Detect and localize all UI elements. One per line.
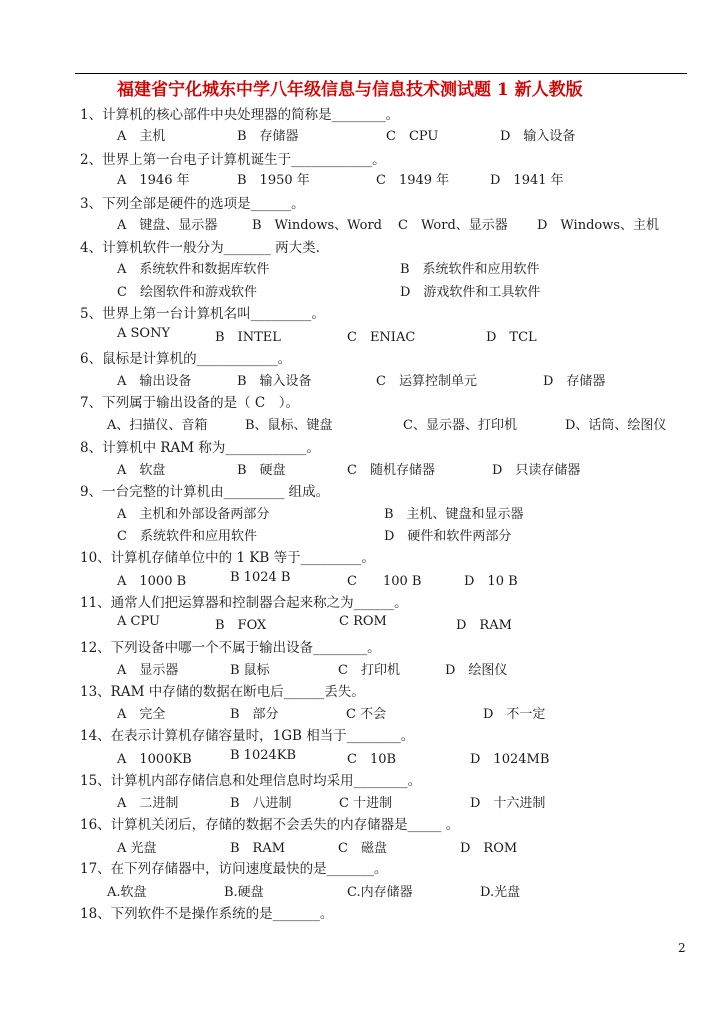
header-rule: [75, 73, 687, 74]
question-11-option-a: A CPU: [117, 614, 160, 629]
question-3-option-d: D Windows、主机: [537, 218, 660, 233]
question-6-option-d: D 存储器: [543, 374, 606, 389]
question-6-option-a: A 输出设备: [117, 374, 192, 389]
question-9-option-d: D 硬件和软件两部分: [384, 529, 512, 544]
question-3-option-b: B Windows、Word: [252, 218, 383, 233]
question-11-option-c: C ROM: [339, 614, 387, 629]
question-9-option-a: A 主机和外部设备两部分: [117, 507, 270, 522]
question-13-option-b: B 部分: [230, 707, 279, 722]
question-12-option-a: A 显示器: [117, 663, 179, 678]
question-10-option-d: D 10 B: [464, 574, 518, 589]
question-13-option-a: A 完全: [117, 707, 166, 722]
question-12-option-d: D 绘图仪: [445, 663, 508, 678]
question-4-option-b: B 系统软件和应用软件: [400, 262, 540, 277]
question-1-option-d: D 输入设备: [500, 129, 576, 144]
question-14-text: 14、在表示计算机存储容量时，1GB 相当于________。: [80, 728, 415, 744]
question-12-option-c: C 打印机: [338, 663, 400, 678]
question-3-option-c: C Word、显示器: [398, 218, 508, 233]
question-8-option-d: D 只读存储器: [492, 463, 581, 478]
question-5-option-a: A SONY: [117, 326, 171, 341]
question-8-option-b: B 硬盘: [237, 463, 286, 478]
question-16-option-d: D ROM: [460, 841, 518, 856]
question-9-text: 9、一台完整的计算机由_________ 组成。: [80, 484, 330, 500]
question-16-text: 16、计算机关闭后，存储的数据不会丢失的内存储器是_____ 。: [80, 817, 460, 833]
question-15-option-d: D 十六进制: [470, 796, 546, 811]
question-7-text: 7、下列属于输出设备的是（ C ）。: [80, 395, 299, 411]
question-10-option-a: A 1000 B: [117, 574, 187, 589]
question-15-option-a: A 二进制: [117, 796, 179, 811]
question-12-option-b: B 鼠标: [230, 663, 270, 678]
question-4-option-a: A 系统软件和数据库软件: [117, 262, 270, 277]
question-2-option-a: A 1946 年: [117, 173, 190, 188]
question-2-text: 2、世界上第一台电子计算机诞生于____________。: [80, 152, 386, 168]
question-17-option-b: B.硬盘: [224, 885, 264, 900]
question-1-option-a: A 主机: [117, 129, 166, 144]
question-7-option-b: B、鼠标、键盘: [245, 418, 333, 433]
question-13-option-d: D 不一定: [483, 707, 546, 722]
question-17-text: 17、在下列存储器中，访问速度最快的是_______。: [80, 861, 388, 877]
question-13-text: 13、RAM 中存储的数据在断电后______丢失。: [80, 684, 365, 700]
question-17-option-d: D.光盘: [480, 885, 521, 900]
question-6-text: 6、鼠标是计算机的____________。: [80, 351, 292, 367]
question-14-option-d: D 1024MB: [470, 752, 550, 767]
question-10-option-c: C 100 B: [347, 574, 422, 589]
question-6-option-c: C 运算控制单元: [376, 374, 477, 389]
question-18-text: 18、下列软件不是操作系统的是_______。: [80, 906, 334, 922]
question-5-option-d: D TCL: [486, 330, 537, 345]
question-6-option-b: B 输入设备: [237, 374, 312, 389]
question-15-option-c: C 十进制: [339, 796, 393, 811]
question-3-option-a: A 键盘、显示器: [117, 218, 218, 233]
question-11-text: 11、通常人们把运算器和控制器合起来称之为______。: [80, 595, 408, 611]
question-7-option-a: A、扫描仪、音箱: [107, 418, 208, 433]
question-10-text: 10、计算机存储单位中的 1 KB 等于_________。: [80, 550, 375, 566]
question-16-option-a: A 光盘: [117, 841, 157, 856]
question-15-option-b: B 八进制: [230, 796, 292, 811]
question-1-option-b: B 存储器: [237, 129, 299, 144]
question-4-option-d: D 游戏软件和工具软件: [400, 285, 541, 300]
question-7-option-c: C、显示器、打印机: [403, 418, 517, 433]
question-8-option-c: C 随机存储器: [347, 463, 435, 478]
question-12-text: 12、下列设备中哪一个不属于输出设备________。: [80, 640, 381, 656]
question-8-option-a: A 软盘: [117, 463, 166, 478]
question-10-option-b: B 1024 B: [230, 570, 291, 585]
question-17-option-a: A.软盘: [107, 885, 147, 900]
question-1-text: 1、计算机的核心部件中央处理器的简称是________。: [80, 107, 400, 123]
question-5-option-c: C ENIAC: [347, 330, 416, 345]
question-1-option-c: C CPU: [386, 129, 439, 144]
question-4-option-c: C 绘图软件和游戏软件: [117, 285, 257, 300]
question-14-option-a: A 1000KB: [117, 752, 192, 767]
question-2-option-c: C 1949 年: [376, 173, 450, 188]
question-15-text: 15、计算机内部存储信息和处理信息时均采用________。: [80, 773, 422, 789]
question-8-text: 8、计算机中 RAM 称为____________。: [80, 440, 320, 456]
question-14-option-b: B 1024KB: [230, 748, 297, 763]
question-11-option-d: D RAM: [456, 618, 512, 633]
question-2-option-b: B 1950 年: [237, 173, 310, 188]
question-7-option-d: D、话筒、绘图仪: [565, 418, 667, 433]
question-4-text: 4、计算机软件一般分为_______ 两大类.: [80, 240, 320, 256]
question-13-option-c: C 不会: [346, 707, 387, 722]
question-5-option-b: B INTEL: [215, 330, 281, 345]
question-16-option-b: B RAM: [230, 841, 286, 856]
page-number: 2: [678, 941, 686, 955]
question-2-option-d: D 1941 年: [490, 173, 564, 188]
question-5-text: 5、世界上第一台计算机名叫_________。: [80, 306, 325, 322]
question-16-option-c: C 磁盘: [338, 841, 387, 856]
question-3-text: 3、下列全部是硬件的选项是______。: [80, 196, 305, 212]
question-9-option-b: B 主机、键盘和显示器: [384, 507, 524, 522]
question-11-option-b: B FOX: [215, 618, 267, 633]
document-title: 福建省宁化城东中学八年级信息与信息技术测试题 1 新人教版: [117, 80, 583, 100]
question-17-option-c: C.内存储器: [347, 885, 413, 900]
question-14-option-c: C 10B: [347, 752, 397, 767]
question-9-option-c: C 系统软件和应用软件: [117, 529, 257, 544]
